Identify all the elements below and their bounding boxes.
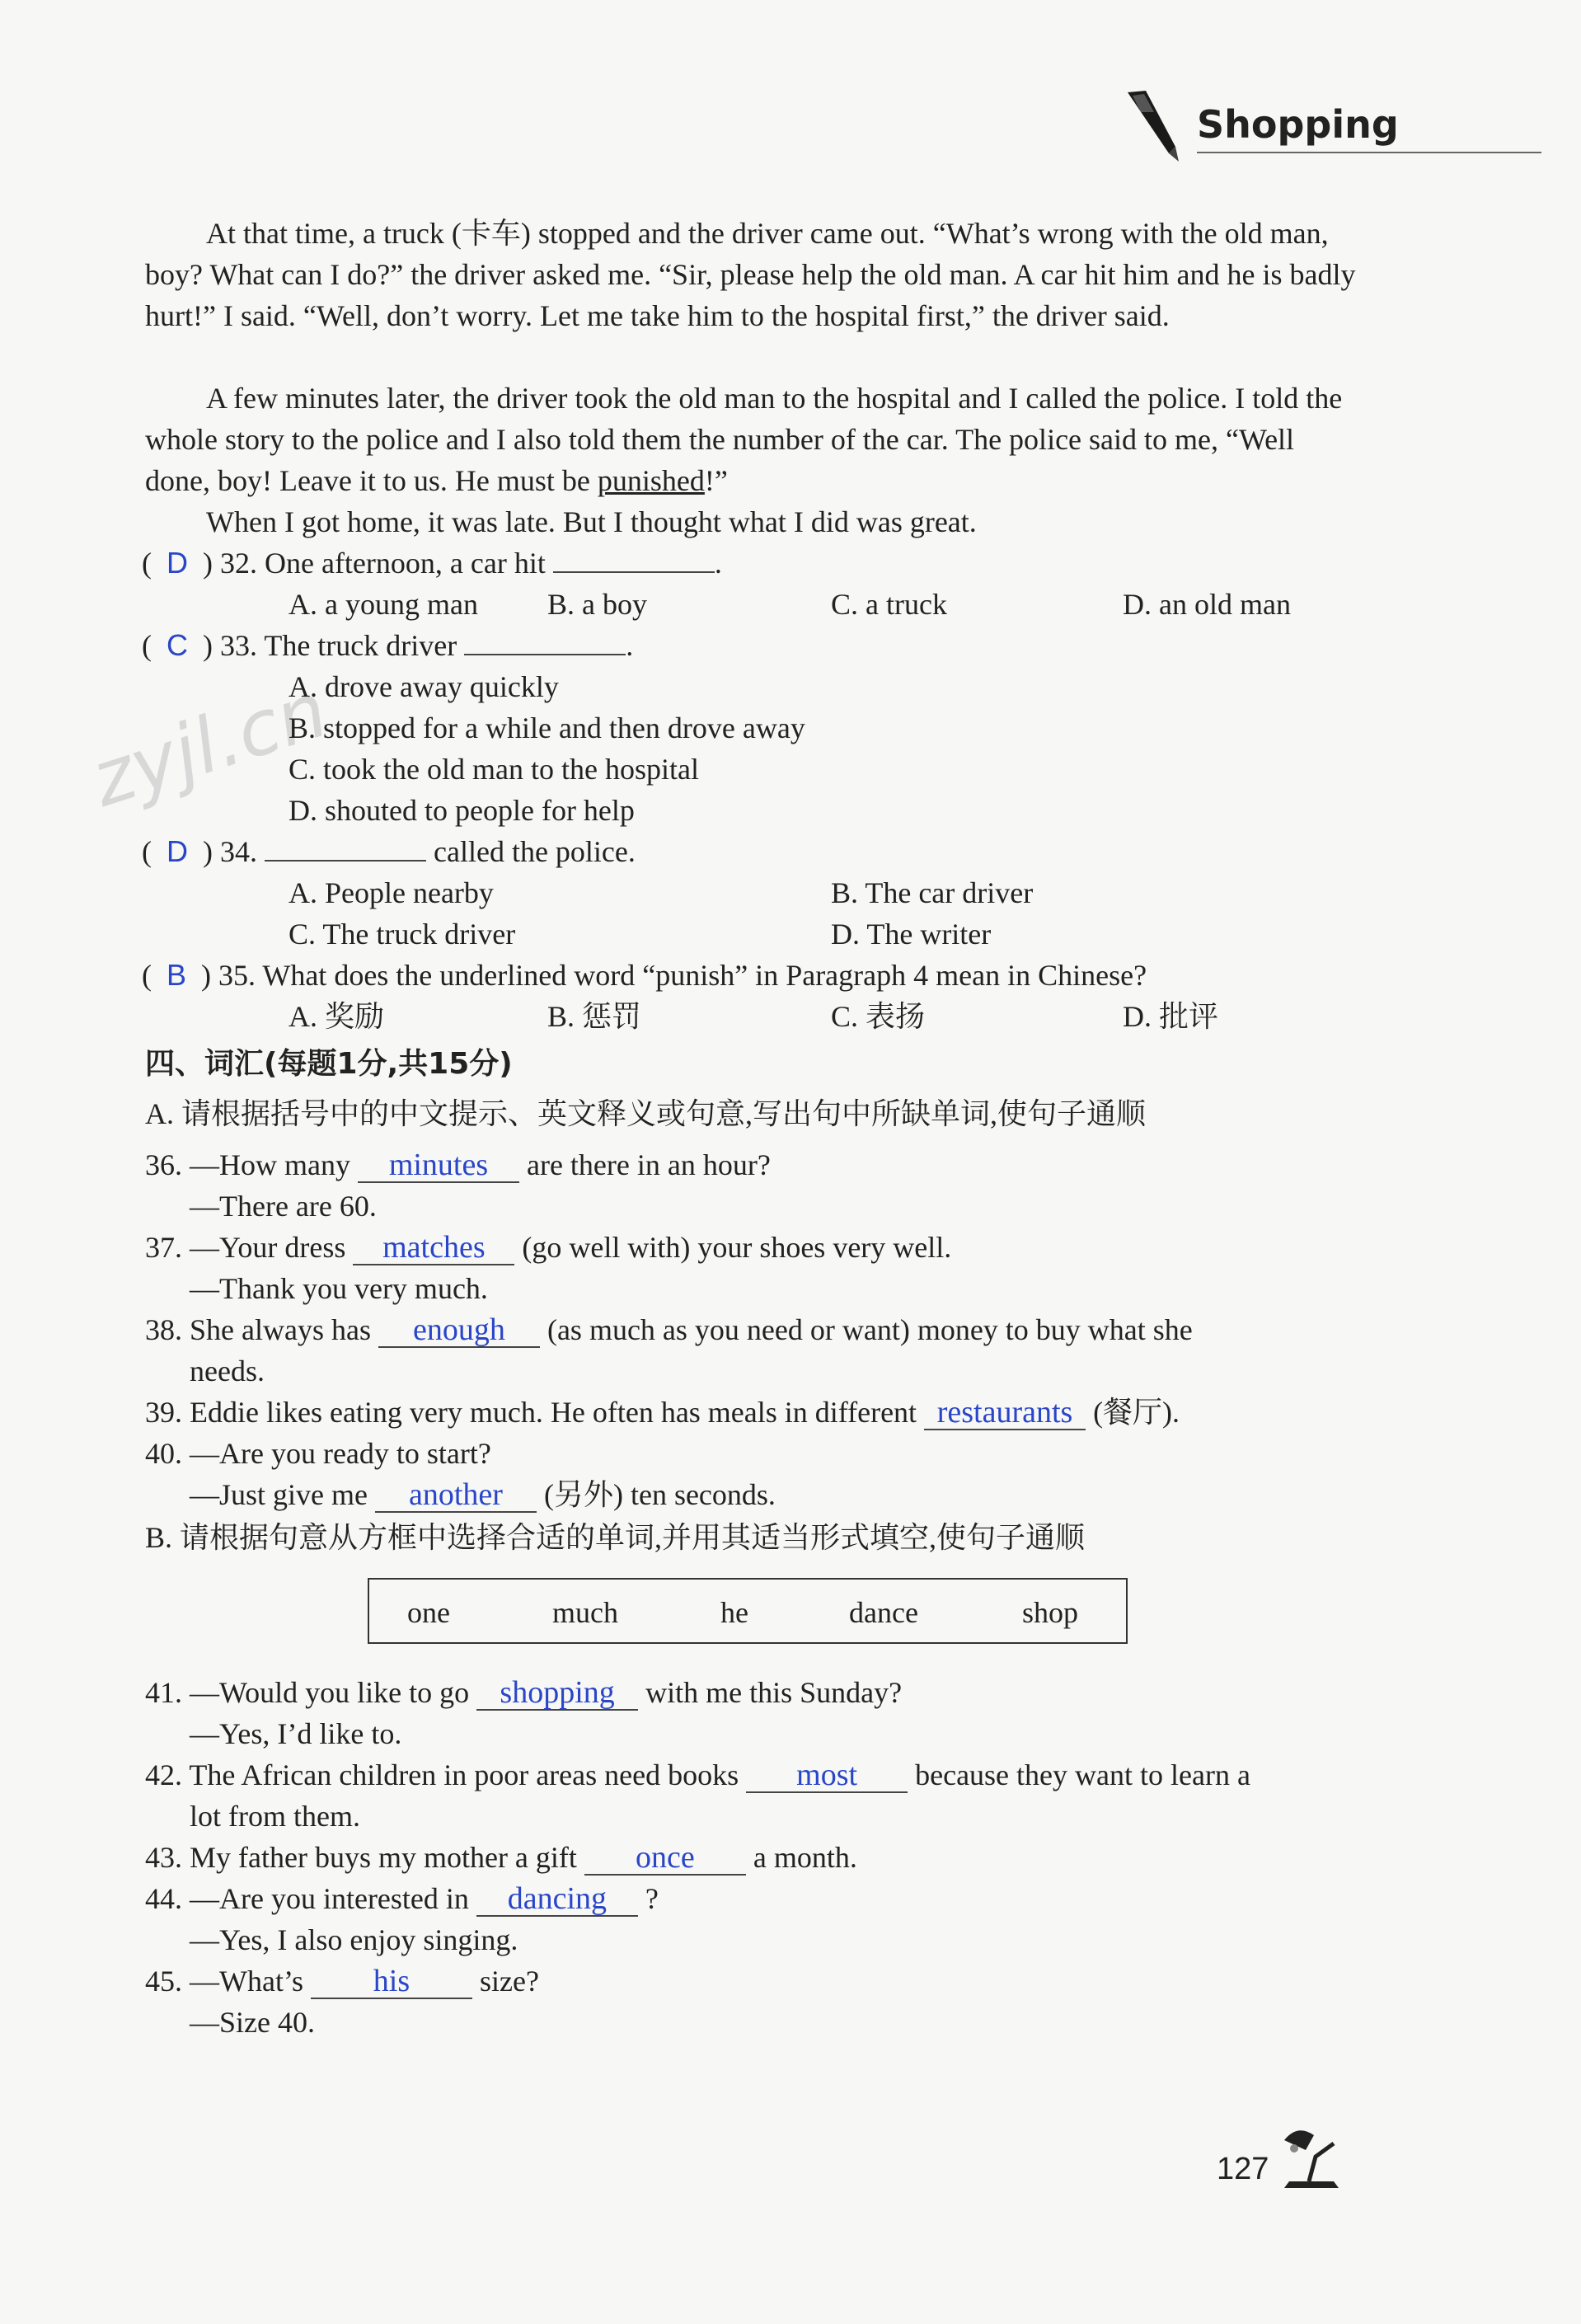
passage-paragraph-1: At that time, a truck (卡车) stopped and the driver came out. “What’s wrong with the old man, boy? What can I do?” the driver asked me. “Sir, please help the old man. A car hit him and he is badly hurt!” I said. “Well, don’t worry. Let me take him to the hospital first,” the driver said.	[145, 217, 1356, 332]
desk-lamp-icon	[1276, 2124, 1347, 2193]
fill-45-after: size?	[479, 1965, 539, 1998]
option-34-d: D. The writer	[831, 918, 992, 951]
fill-41	[145, 1672, 902, 1713]
option-35-d: D. 批评	[1123, 1000, 1218, 1033]
fill-45-line2: —Size 40.	[190, 2006, 315, 2039]
option-32-a: A. a young man	[289, 588, 478, 621]
fill-40-before: —Just give me	[190, 1478, 368, 1511]
fill-39	[145, 1392, 1180, 1433]
p2-text-after: !”	[704, 464, 728, 497]
fill-43	[145, 1837, 857, 1878]
word-box-item: he	[720, 1596, 748, 1629]
option-33-d: D. shouted to people for help	[289, 794, 635, 827]
fill-41-after: with me this Sunday?	[645, 1676, 903, 1709]
stem-34: ) 34.	[203, 835, 257, 868]
stem-35: ) 35. What does the underlined word “punish” in Paragraph 4 mean in Chinese?	[201, 959, 1147, 992]
fill-43-answer: once	[584, 1841, 746, 1876]
fill-37	[145, 1227, 951, 1268]
fill-45-before: 45. —What’s	[145, 1965, 303, 1998]
fill-37-after: (go well with) your shoes very well.	[522, 1231, 952, 1264]
stem-32-end: .	[714, 547, 722, 580]
fill-42	[145, 1754, 1250, 1796]
question-35: ( B ) 35. What does the underlined word “punish” in Paragraph 4 mean in Chinese?	[142, 958, 1147, 992]
answer-35: B	[167, 958, 187, 992]
fill-37-answer: matches	[353, 1231, 514, 1265]
option-34-a: A. People nearby	[289, 876, 494, 909]
fill-41-line2: —Yes, I’d like to.	[190, 1717, 402, 1750]
fill-44-answer: dancing	[476, 1882, 638, 1917]
fill-39-before: 39. Eddie likes eating very much. He often has meals in different	[145, 1396, 917, 1429]
option-35-b: B. 惩罚	[547, 1000, 642, 1033]
stem-33-end: .	[626, 629, 634, 662]
page-header	[1121, 82, 1541, 165]
passage-paragraph-3: When I got home, it was late. But I thought what I did was great.	[206, 505, 977, 538]
fill-39-after: (餐厅).	[1093, 1396, 1180, 1429]
option-34-c: C. The truck driver	[289, 918, 516, 951]
stem-33: ) 33. The truck driver	[203, 629, 457, 662]
fill-41-answer: shopping	[476, 1676, 638, 1711]
word-box-item: one	[407, 1596, 450, 1629]
fill-38-after: (as much as you need or want) money to buy what she	[547, 1313, 1193, 1346]
part-b-instruction: B. 请根据句意从方框中选择合适的单词,并用其适当形式填空,使句子通顺	[145, 1521, 1086, 1554]
fill-44-after: ?	[645, 1882, 659, 1915]
watermark: zyjl.cn	[81, 665, 338, 824]
pen-icon	[1121, 87, 1187, 167]
p2-text-before: A few minutes later, the driver took the old man to the hospital and I called the police. I told the whole story to the police and I also told them the number of the car. The police said to me, “Well done, boy! Leave it to us. He must be	[145, 382, 1343, 497]
fill-38-line2: needs.	[190, 1354, 265, 1387]
word-box-item: much	[552, 1596, 618, 1629]
fill-44-line2: —Yes, I also enjoy singing.	[190, 1923, 518, 1956]
fill-44	[145, 1878, 659, 1919]
underlined-word: punished	[597, 464, 705, 497]
fill-40-line1: 40. —Are you ready to start?	[145, 1437, 491, 1470]
answer-34: D	[167, 834, 188, 868]
word-box-item: shop	[1022, 1596, 1079, 1629]
fill-42-line2: lot from them.	[190, 1800, 360, 1833]
word-box	[368, 1578, 1128, 1644]
blank-33	[464, 629, 626, 655]
section-title: 四、词汇(每题1分,共15分)	[145, 1047, 513, 1081]
option-34-b: B. The car driver	[831, 876, 1034, 909]
fill-38-answer: enough	[378, 1313, 540, 1348]
option-35-c: C. 表扬	[831, 1000, 926, 1033]
fill-40	[190, 1474, 776, 1515]
fill-42-before: 42. The African children in poor areas need books	[145, 1758, 739, 1791]
fill-36-before: 36. —How many	[145, 1148, 350, 1181]
option-32-b: B. a boy	[547, 588, 647, 621]
passage-paragraph-2	[145, 378, 1365, 501]
fill-41-before: 41. —Would you like to go	[145, 1676, 470, 1709]
fill-38	[145, 1309, 1193, 1350]
stem-32: ) 32. One afternoon, a car hit	[203, 547, 546, 580]
fill-36	[145, 1144, 771, 1185]
part-a-instruction: A. 请根据括号中的中文提示、英文释义或句意,写出句中所缺单词,使句子通顺	[145, 1097, 1146, 1130]
fill-36-line2: —There are 60.	[190, 1190, 377, 1223]
question-34: ( D ) 34. called the police.	[142, 834, 636, 868]
fill-40-answer: another	[375, 1478, 537, 1513]
word-box-item: dance	[849, 1596, 918, 1629]
fill-45-answer: his	[311, 1965, 472, 1999]
question-32: ( D ) 32. One afternoon, a car hit .	[142, 546, 722, 580]
header-rule	[1197, 152, 1541, 153]
fill-38-before: 38. She always has	[145, 1313, 371, 1346]
blank-32	[553, 547, 715, 573]
option-33-b: B. stopped for a while and then drove away	[289, 711, 805, 744]
fill-37-line2: —Thank you very much.	[190, 1272, 488, 1305]
option-32-c: C. a truck	[831, 588, 947, 621]
fill-39-answer: restaurants	[924, 1396, 1086, 1430]
header-title: Shopping	[1197, 102, 1399, 147]
fill-37-before: 37. —Your dress	[145, 1231, 346, 1264]
fill-40-after: (另外) ten seconds.	[543, 1478, 776, 1511]
option-33-a: A. drove away quickly	[289, 670, 559, 703]
option-33-c: C. took the old man to the hospital	[289, 753, 699, 786]
fill-44-before: 44. —Are you interested in	[145, 1882, 469, 1915]
answer-33: C	[167, 628, 188, 662]
option-35-a: A. 奖励	[289, 1000, 384, 1033]
option-32-d: D. an old man	[1123, 588, 1291, 621]
fill-42-answer: most	[746, 1758, 908, 1793]
answer-32: D	[167, 546, 188, 580]
fill-42-after: because they want to learn a	[915, 1758, 1250, 1791]
question-33: ( C ) 33. The truck driver .	[142, 628, 634, 662]
page-number: 127	[1217, 2152, 1269, 2186]
fill-45	[145, 1960, 539, 2002]
fill-43-before: 43. My father buys my mother a gift	[145, 1841, 577, 1874]
fill-36-answer: minutes	[358, 1148, 519, 1183]
fill-43-after: a month.	[753, 1841, 857, 1874]
stem-34-end: called the police.	[434, 835, 636, 868]
blank-34	[265, 835, 426, 862]
fill-36-after: are there in an hour?	[526, 1148, 771, 1181]
